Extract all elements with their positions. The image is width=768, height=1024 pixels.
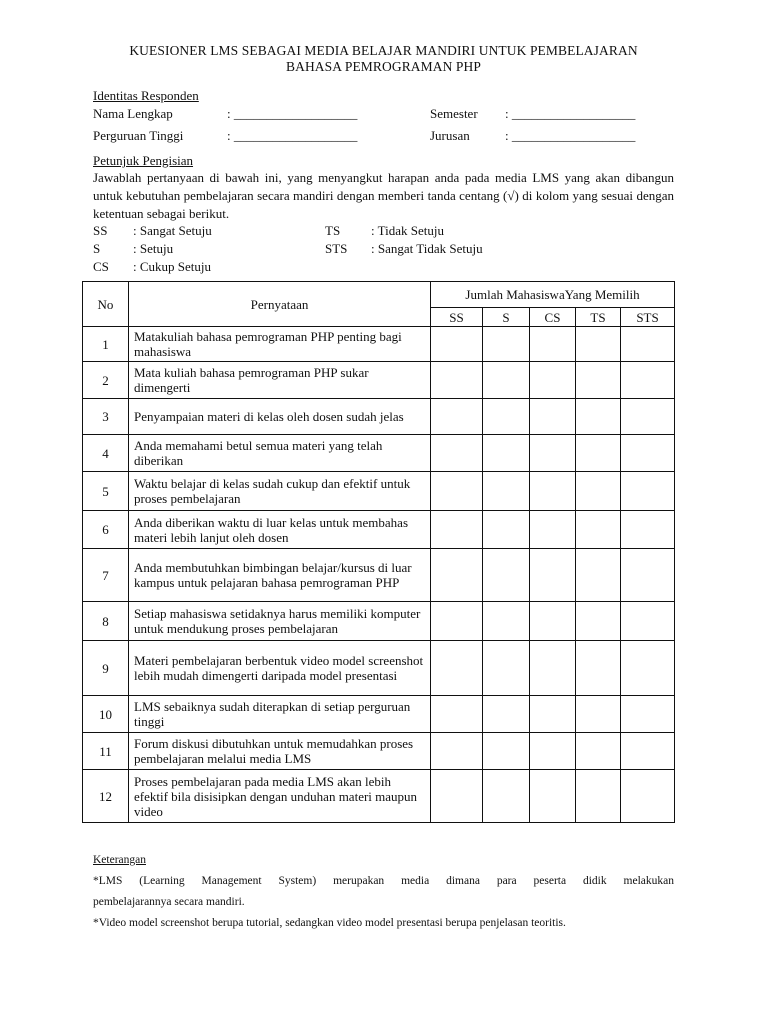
answer-cell-s[interactable]	[483, 602, 530, 641]
table-row	[83, 435, 675, 472]
row-number: 7	[83, 549, 129, 602]
answer-cell-sts[interactable]	[621, 362, 675, 399]
answer-cell-sts[interactable]	[621, 435, 675, 472]
petunjuk-heading: Petunjuk Pengisian	[93, 153, 194, 168]
legend-code: STS	[325, 241, 348, 256]
header-option-ts: TS	[576, 308, 621, 327]
legend-desc: : Sangat Tidak Setuju	[371, 241, 483, 256]
table-row	[83, 511, 675, 549]
jurusan-blank[interactable]: : ___________________	[505, 128, 636, 143]
answer-cell-ss[interactable]	[431, 327, 483, 362]
table-row	[83, 696, 675, 733]
header-option-cs: CS	[530, 308, 576, 327]
answer-cell-ss[interactable]	[431, 641, 483, 696]
legend-row-3	[93, 259, 674, 277]
answer-cell-sts[interactable]	[621, 511, 675, 549]
answer-cell-ss[interactable]	[431, 435, 483, 472]
identitas-row-1	[93, 104, 674, 126]
answer-cell-sts[interactable]	[621, 472, 675, 511]
answer-cell-sts[interactable]	[621, 733, 675, 770]
row-statement: Forum diskusi dibutuhkan untuk memudahkan proses pembelajaran melalui media LMS	[129, 733, 431, 770]
answer-cell-sts[interactable]	[621, 770, 675, 823]
row-statement: Anda membutuhkan bimbingan belajar/kursus di luar kampus untuk pelajaran bahasa pemrograman PHP	[129, 549, 431, 602]
row-statement: Penyampaian materi di kelas oleh dosen sudah jelas	[129, 399, 431, 435]
table-row	[83, 472, 675, 511]
answer-cell-sts[interactable]	[621, 641, 675, 696]
header-option-ss: SS	[431, 308, 483, 327]
keterangan-heading: Keterangan	[93, 854, 146, 866]
document-page	[93, 43, 674, 277]
header-no: No	[83, 282, 129, 327]
answer-cell-s[interactable]	[483, 696, 530, 733]
answer-cell-cs[interactable]	[530, 770, 576, 823]
answer-cell-ts[interactable]	[576, 327, 621, 362]
legend-code: CS	[93, 259, 109, 274]
row-statement: Mata kuliah bahasa pemrograman PHP sukar dimengerti	[129, 362, 431, 399]
answer-cell-ss[interactable]	[431, 602, 483, 641]
note-video: *Video model screenshot berupa tutorial, sedangkan video model presentasi berupa penjelasan teoritis.	[93, 917, 566, 929]
answer-cell-sts[interactable]	[621, 327, 675, 362]
row-statement: Anda diberikan waktu di luar kelas untuk membahas materi lebih lanjut oleh dosen	[129, 511, 431, 549]
answer-cell-s[interactable]	[483, 362, 530, 399]
answer-cell-cs[interactable]	[530, 399, 576, 435]
jurusan-label: Jurusan	[430, 128, 470, 143]
header-option-sts: STS	[621, 308, 675, 327]
table-row	[83, 641, 675, 696]
legend-desc: : Cukup Setuju	[133, 259, 212, 274]
row-number: 9	[83, 641, 129, 696]
answer-cell-s[interactable]	[483, 511, 530, 549]
row-statement: Matakuliah bahasa pemrograman PHP penting bagi mahasiswa	[129, 327, 431, 362]
answer-cell-ts[interactable]	[576, 733, 621, 770]
answer-cell-s[interactable]	[483, 549, 530, 602]
row-number: 12	[83, 770, 129, 823]
row-number: 1	[83, 327, 129, 362]
answer-cell-ts[interactable]	[576, 511, 621, 549]
answer-cell-s[interactable]	[483, 435, 530, 472]
answer-cell-ts[interactable]	[576, 549, 621, 602]
answer-cell-ss[interactable]	[431, 733, 483, 770]
header-option-s: S	[483, 308, 530, 327]
legend-desc: : Sangat Setuju	[133, 223, 212, 238]
row-number: 2	[83, 362, 129, 399]
answer-cell-cs[interactable]	[530, 549, 576, 602]
row-statement: LMS sebaiknya sudah diterapkan di setiap perguruan tinggi	[129, 696, 431, 733]
row-number: 6	[83, 511, 129, 549]
answer-cell-cs[interactable]	[530, 511, 576, 549]
answer-cell-s[interactable]	[483, 472, 530, 511]
table-row	[83, 399, 675, 435]
title-line-2: BAHASA PEMROGRAMAN PHP	[286, 59, 481, 74]
pt-label: Perguruan Tinggi	[93, 128, 184, 143]
answer-cell-s[interactable]	[483, 770, 530, 823]
table-row	[83, 733, 675, 770]
answer-cell-ts[interactable]	[576, 399, 621, 435]
row-statement: Anda memahami betul semua materi yang telah diberikan	[129, 435, 431, 472]
header-pernyataan: Pernyataan	[129, 282, 431, 327]
note-lms-line-1: *LMS (Learning Management System) merupakan media dimana para peserta didik melakukan	[93, 875, 674, 887]
row-number: 4	[83, 435, 129, 472]
answer-cell-ss[interactable]	[431, 696, 483, 733]
answer-cell-cs[interactable]	[530, 327, 576, 362]
table-row	[83, 770, 675, 823]
answer-cell-cs[interactable]	[530, 472, 576, 511]
semester-label: Semester	[430, 106, 478, 121]
legend-desc: : Tidak Setuju	[371, 223, 444, 238]
answer-cell-ts[interactable]	[576, 770, 621, 823]
answer-cell-s[interactable]	[483, 733, 530, 770]
answer-cell-cs[interactable]	[530, 733, 576, 770]
answer-cell-cs[interactable]	[530, 362, 576, 399]
table-row	[83, 549, 675, 602]
table-row	[83, 362, 675, 399]
row-number: 11	[83, 733, 129, 770]
header-jumlah: Jumlah MahasiswaYang Memilih	[431, 282, 675, 308]
row-number: 5	[83, 472, 129, 511]
answer-cell-cs[interactable]	[530, 602, 576, 641]
identitas-row-2	[93, 126, 674, 148]
legend-code: S	[93, 241, 101, 256]
answer-cell-ts[interactable]	[576, 602, 621, 641]
legend-row-2	[93, 241, 674, 259]
answer-cell-ss[interactable]	[431, 399, 483, 435]
answer-cell-cs[interactable]	[530, 641, 576, 696]
answer-cell-ss[interactable]	[431, 511, 483, 549]
answer-cell-s[interactable]	[483, 399, 530, 435]
pt-blank[interactable]: : ___________________	[227, 128, 358, 143]
row-number: 10	[83, 696, 129, 733]
answer-cell-ts[interactable]	[576, 362, 621, 399]
answer-cell-ts[interactable]	[576, 435, 621, 472]
row-statement: Materi pembelajaran berbentuk video model screenshot lebih mudah dimengerti daripada model presentasi	[129, 641, 431, 696]
legend-code: SS	[93, 223, 108, 238]
nama-label: Nama Lengkap	[93, 106, 173, 121]
answer-cell-cs[interactable]	[530, 696, 576, 733]
row-statement: Setiap mahasiswa setidaknya harus memiliki komputer untuk mendukung proses pembelajaran	[129, 602, 431, 641]
answer-cell-ss[interactable]	[431, 472, 483, 511]
row-statement: Waktu belajar di kelas sudah cukup dan efektif untuk proses pembelajaran	[129, 472, 431, 511]
nama-blank[interactable]: : ___________________	[227, 106, 358, 121]
answer-cell-cs[interactable]	[530, 435, 576, 472]
answer-cell-sts[interactable]	[621, 696, 675, 733]
answer-cell-sts[interactable]	[621, 549, 675, 602]
answer-cell-ss[interactable]	[431, 362, 483, 399]
answer-cell-s[interactable]	[483, 641, 530, 696]
answer-cell-ts[interactable]	[576, 641, 621, 696]
legend-desc: : Setuju	[133, 241, 174, 256]
row-statement: Proses pembelajaran pada media LMS akan lebih efektif bila disisipkan dengan unduhan materi maupun video	[129, 770, 431, 823]
semester-blank[interactable]: : ___________________	[505, 106, 636, 121]
identitas-heading: Identitas Responden	[93, 88, 199, 103]
table-row	[83, 327, 675, 362]
table-row	[83, 602, 675, 641]
answer-cell-ts[interactable]	[576, 472, 621, 511]
title-line-1: KUESIONER LMS SEBAGAI MEDIA BELAJAR MANDIRI UNTUK PEMBELAJARAN	[129, 43, 638, 58]
petunjuk-text: Jawablah pertanyaan di bawah ini, yang menyangkut harapan anda pada media LMS yang akan dibangun untuk kebutuhan pembelajaran secara mandiri dengan memberi tanda centang (√) di kolom yang sesuai dengan ketentuan sebagai berikut.	[93, 170, 674, 221]
answer-cell-s[interactable]	[483, 327, 530, 362]
note-lms-line-2: pembelajarannya secara mandiri.	[93, 896, 245, 908]
legend-code: TS	[325, 223, 341, 238]
answer-cell-ss[interactable]	[431, 770, 483, 823]
row-number: 3	[83, 399, 129, 435]
legend-row-1	[93, 223, 674, 241]
answer-cell-ss[interactable]	[431, 549, 483, 602]
document-title	[93, 43, 674, 75]
keterangan-section	[93, 850, 674, 934]
answer-cell-sts[interactable]	[621, 399, 675, 435]
row-number: 8	[83, 602, 129, 641]
answer-cell-ts[interactable]	[576, 696, 621, 733]
answer-cell-sts[interactable]	[621, 602, 675, 641]
questionnaire-table	[82, 281, 675, 823]
